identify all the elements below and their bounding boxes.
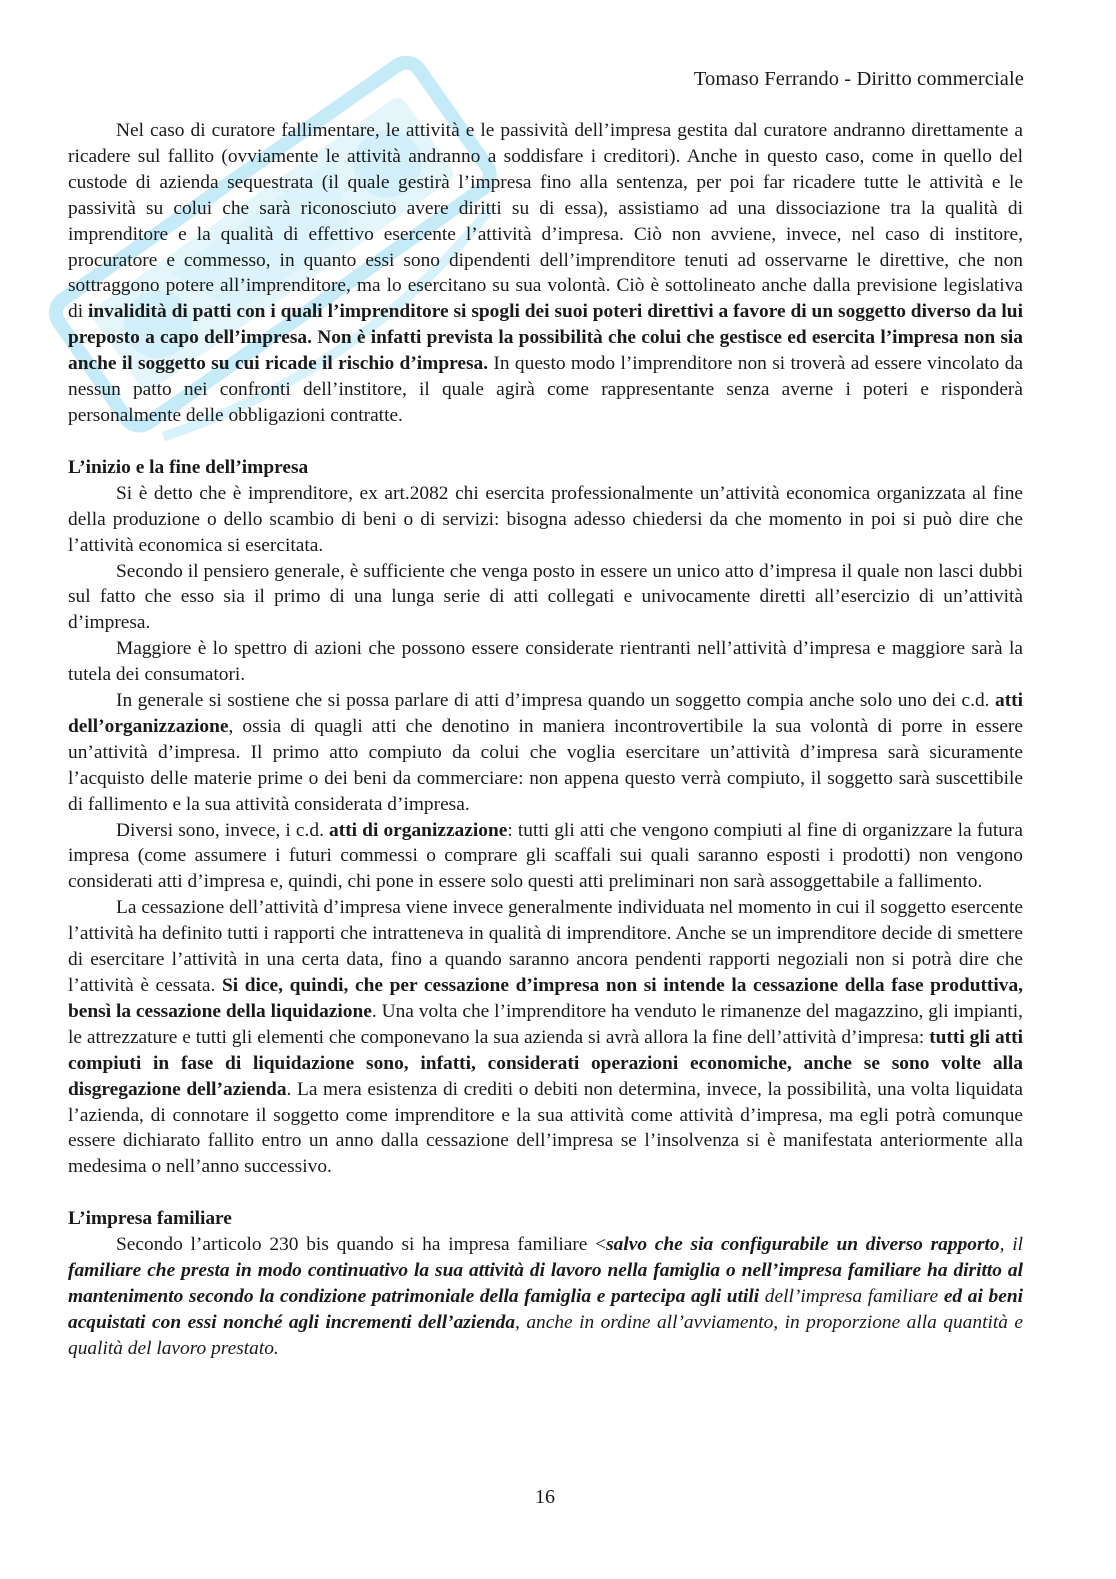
- paragraph: Secondo l’articolo 230 bis quando si ha impresa familiare <salvo che sia configurabile un diverso rapporto, il familiare che presta in modo continuativo la sua attività di lavoro nella famiglia o nell’impresa familiare ha diritto al mantenimento secondo la condizione patrimoniale della famiglia e partecipa agli utili dell’impresa familiare ed ai beni acquistati con essi nonché agli incrementi dell’azienda, anche in ordine all’avviamento, in proporzione alla quantità e qualità del lavoro prestato.: [68, 1234, 1023, 1359]
- paragraph: In generale si sostiene che si possa parlare di atti d’impresa quando un soggetto compia anche solo uno dei c.d. atti dell’organizzazione, ossia di quagli atti che denotino in maniera incontrovertibile la sua volontà di porre in essere un’attività d’impresa. Il primo atto compiuto da colui che voglia esercitare un’attività d’impresa sarà sicuramente l’acquisto delle materie prime o dei beni da commerciare: non appena questo verrà compiuto, il soggetto sarà suscettibile di fallimento e la sua attività considerata d’impresa.: [68, 690, 1023, 815]
- paragraph: Diversi sono, invece, i c.d. atti di organizzazione: tutti gli atti che vengono compiuti al fine di organizzare la futura impresa (come assumere i futuri commessi o comprare gli scaffali sui quali saranno esposti i prodotti) non vengono considerati atti d’impresa e, quindi, chi pone in essere solo questi atti preliminari non sarà assoggettabile a fallimento.: [68, 819, 1023, 893]
- page-content: [68, 118, 1023, 1362]
- paragraph: Maggiore è lo spettro di azioni che possono essere considerate rientranti nell’attività d’impresa e maggiore sarà la tutela dei consumatori.: [68, 638, 1023, 686]
- page-number: 16: [535, 1486, 555, 1508]
- paragraph: Si è detto che è imprenditore, ex art.2082 chi esercita professionalmente un’attività economica organizzata al fine della produzione o dello scambio di beni o di servizi: bisogna adesso chiedersi da che momento in poi si può dire che l’attività economica si esercitata.: [68, 482, 1023, 556]
- section-heading: L’impresa familiare: [68, 1208, 232, 1230]
- paragraph: La cessazione dell’attività d’impresa viene invece generalmente individuata nel momento in cui il soggetto esercente l’attività ha definito tutti i rapporti che intratteneva in qualità di imprenditore. Anche se un imprenditore decide di smettere di esercitare l’attività in una certa data, fino a quando saranno ancora pendenti rapporti negoziali non si potrà dire che l’attività è cessata. Si dice, quindi, che per cessazione d’impresa non si intende la cessazione della fase produttiva, bensì la cessazione della liquidazione. Una volta che l’imprenditore ha venduto le rimanenze del magazzino, gli impianti, le attrezzature e tutti gli elementi che componevano la sua azienda si avrà allora la fine dell’attività d’impresa: tutti gli atti compiuti in fase di liquidazione sono, infatti, considerati operazioni economiche, anche se sono volte alla disgregazione dell’azienda. La mera esistenza di crediti o debiti non determina, invece, la possibilità, una volta liquidata l’azienda, di connotare il soggetto come imprenditore e la sua attività come attività d’impresa, ma egli potrà comunque essere dichiarato fallito entro un anno dalla cessazione dell’impresa se l’insolvenza si è manifestata anteriormente alla medesima o nell’anno successivo.: [68, 897, 1024, 1178]
- paragraph: Secondo il pensiero generale, è sufficiente che venga posto in essere un unico atto d’impresa il quale non lasci dubbi sul fatto che esso sia il primo di una lunga serie di atti collegati e univocamente diretti all’esercizio di un’attività d’impresa.: [68, 560, 1023, 634]
- section-heading: L’inizio e la fine dell’impresa: [68, 456, 309, 478]
- header-title: Tomaso Ferrando - Diritto commerciale: [693, 68, 1024, 90]
- paragraph: Nel caso di curatore fallimentare, le attività e le passività dell’impresa gestita dal curatore andranno direttamente a ricadere sul fallito (ovviamente le attività andranno a soddisfare i creditori). Anche in questo caso, come in quello del custode di azienda sequestrata (il quale gestirà l’impresa fino alla sentenza, per poi far ricadere tutte le attività e le passività su colui che sarà riconosciuto avere diritti su di essa), assistiamo ad una dissociazione tra la qualità di imprenditore e la qualità di effettivo esercente l’attività d’impresa. Ciò non avviene, invece, nel caso di institore, procuratore e commesso, in quanto essi sono dipendenti dell’imprenditore tenuti ad osservarne le direttive, che non sottraggono potere all’imprenditore, ma lo esercitano su sua volontà. Ciò è sottolineato anche dalla previsione legislativa di invalidità di patti con i quali l’imprenditore si spogli dei suoi poteri direttivi a favore di un soggetto diverso da lui preposto a capo dell’impresa. Non è infatti prevista la possibilità che colui che gestisce ed esercita l’impresa non sia anche il soggetto su cui ricade il rischio d’impresa. In questo modo l’imprenditore non si troverà ad essere vincolato da nessun patto nei confronti dell’institore, il quale agirà come rappresentante senza averne i poteri e risponderà personalmente delle obbligazioni contratte.: [68, 120, 1023, 426]
